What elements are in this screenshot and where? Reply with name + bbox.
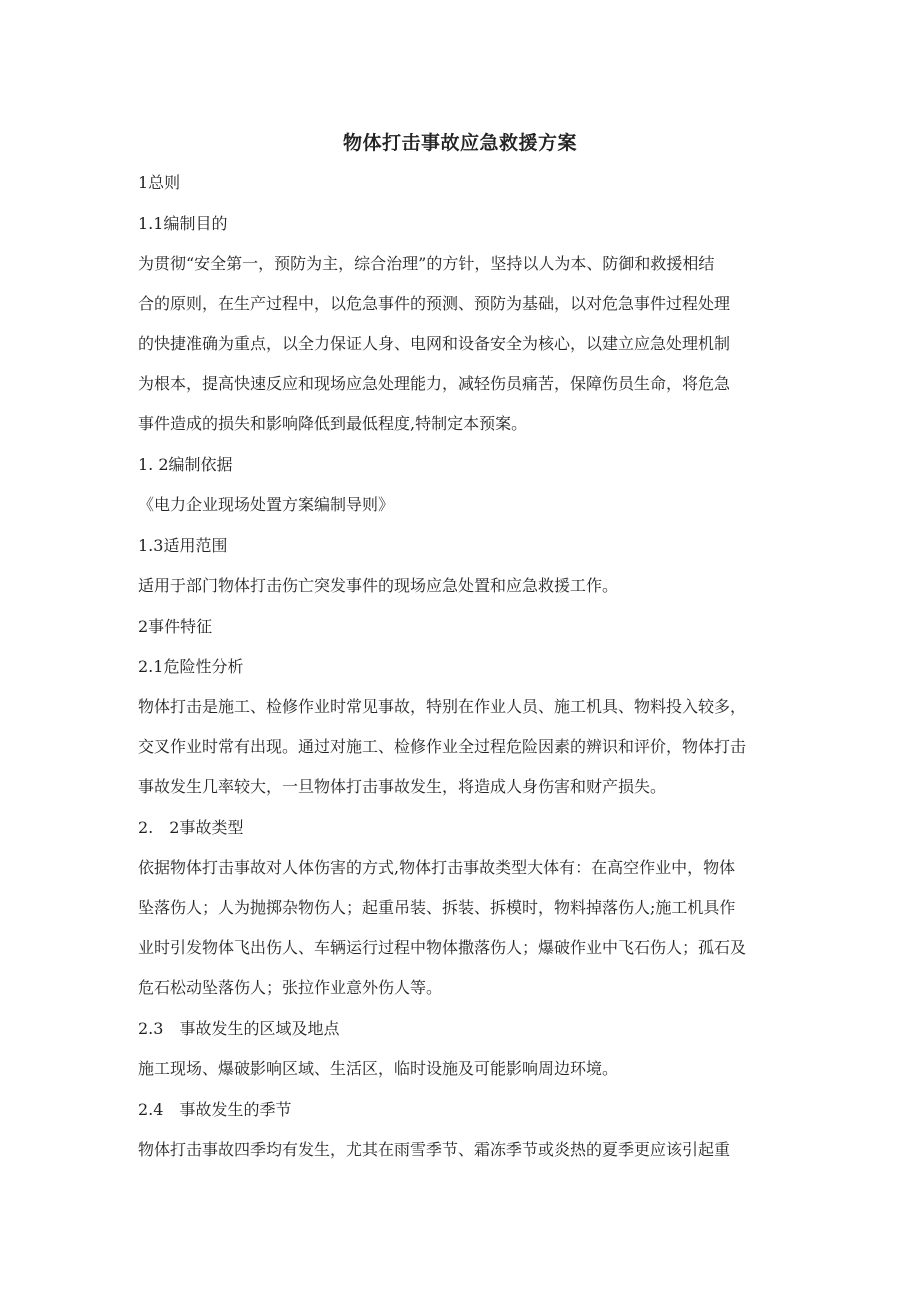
document-title: 物体打击事故应急救援方案	[342, 132, 577, 154]
section-heading-2: 2事件特征	[138, 617, 213, 636]
subsection-heading-2-4: 2.4 事故发生的季节	[138, 1100, 292, 1119]
paragraph-line: 交叉作业时常有出现。通过对施工、检修作业全过程危险因素的辨识和评价，物体打击	[138, 737, 747, 756]
paragraph-line: 危石松动坠落伤人；张拉作业意外伤人等。	[138, 978, 443, 997]
subsection-heading-1-1: 1.1编制目的	[138, 214, 228, 233]
paragraph-line: 事件造成的损失和影响降低到最低程度,特制定本预案。	[138, 414, 528, 433]
paragraph-line: 物体打击事故四季均有发生，尤其在雨雪季节、霜冻季节或炎热的夏季更应该引起重	[138, 1140, 731, 1159]
paragraph-line: 物体打击是施工、检修作业时常见事故，特别在作业人员、施工机具、物料投入较多，	[138, 697, 747, 716]
paragraph-line: 依据物体打击事故对人体伤害的方式,物体打击事故类型大体有：在高空作业中，物体	[138, 858, 736, 877]
subsection-heading-1-3: 1.3适用范围	[138, 536, 228, 555]
subsection-heading-2-1: 2.1危险性分析	[138, 657, 244, 676]
paragraph-line: 事故发生几率较大，一旦物体打击事故发生，将造成人身伤害和财产损失。	[138, 777, 667, 796]
subsection-heading-2-3: 2.3 事故发生的区域及地点	[138, 1019, 340, 1038]
paragraph-line: 合的原则，在生产过程中，以危急事件的预测、预防为基础，以对危急事件过程处理	[138, 294, 731, 313]
paragraph-line: 为根本，提高快速反应和现场应急处理能力，减轻伤员痛苦，保障伤员生命，将危急	[138, 374, 731, 393]
paragraph-line: 为贯彻“安全第一，预防为主，综合治理”的方针，坚持以人为本、防御和救援相结	[138, 254, 715, 273]
paragraph-line: 《电力企业现场处置方案编制导则》	[138, 495, 395, 514]
subsection-heading-2-2: 2. 2事故类型	[138, 818, 244, 837]
section-heading-1: 1总则	[138, 173, 181, 192]
paragraph-line: 的快捷准确为重点，以全力保证人身、电网和设备安全为核心，以建立应急处理机制	[138, 334, 731, 353]
paragraph-line: 业时引发物体飞出伤人、车辆运行过程中物体撒落伤人；爆破作业中飞石伤人；孤石及	[138, 938, 747, 957]
paragraph-line: 施工现场、爆破影响区域、生活区，临时设施及可能影响周边环境。	[138, 1059, 619, 1078]
paragraph-line: 适用于部门物体打击伤亡突发事件的现场应急处置和应急救援工作。	[138, 576, 619, 595]
subsection-heading-1-2: 1. 2编制依据	[138, 455, 233, 474]
paragraph-line: 坠落伤人；人为抛掷杂物伤人；起重吊装、拆装、拆模时，物料掉落伤人;施工机具作	[138, 898, 736, 917]
